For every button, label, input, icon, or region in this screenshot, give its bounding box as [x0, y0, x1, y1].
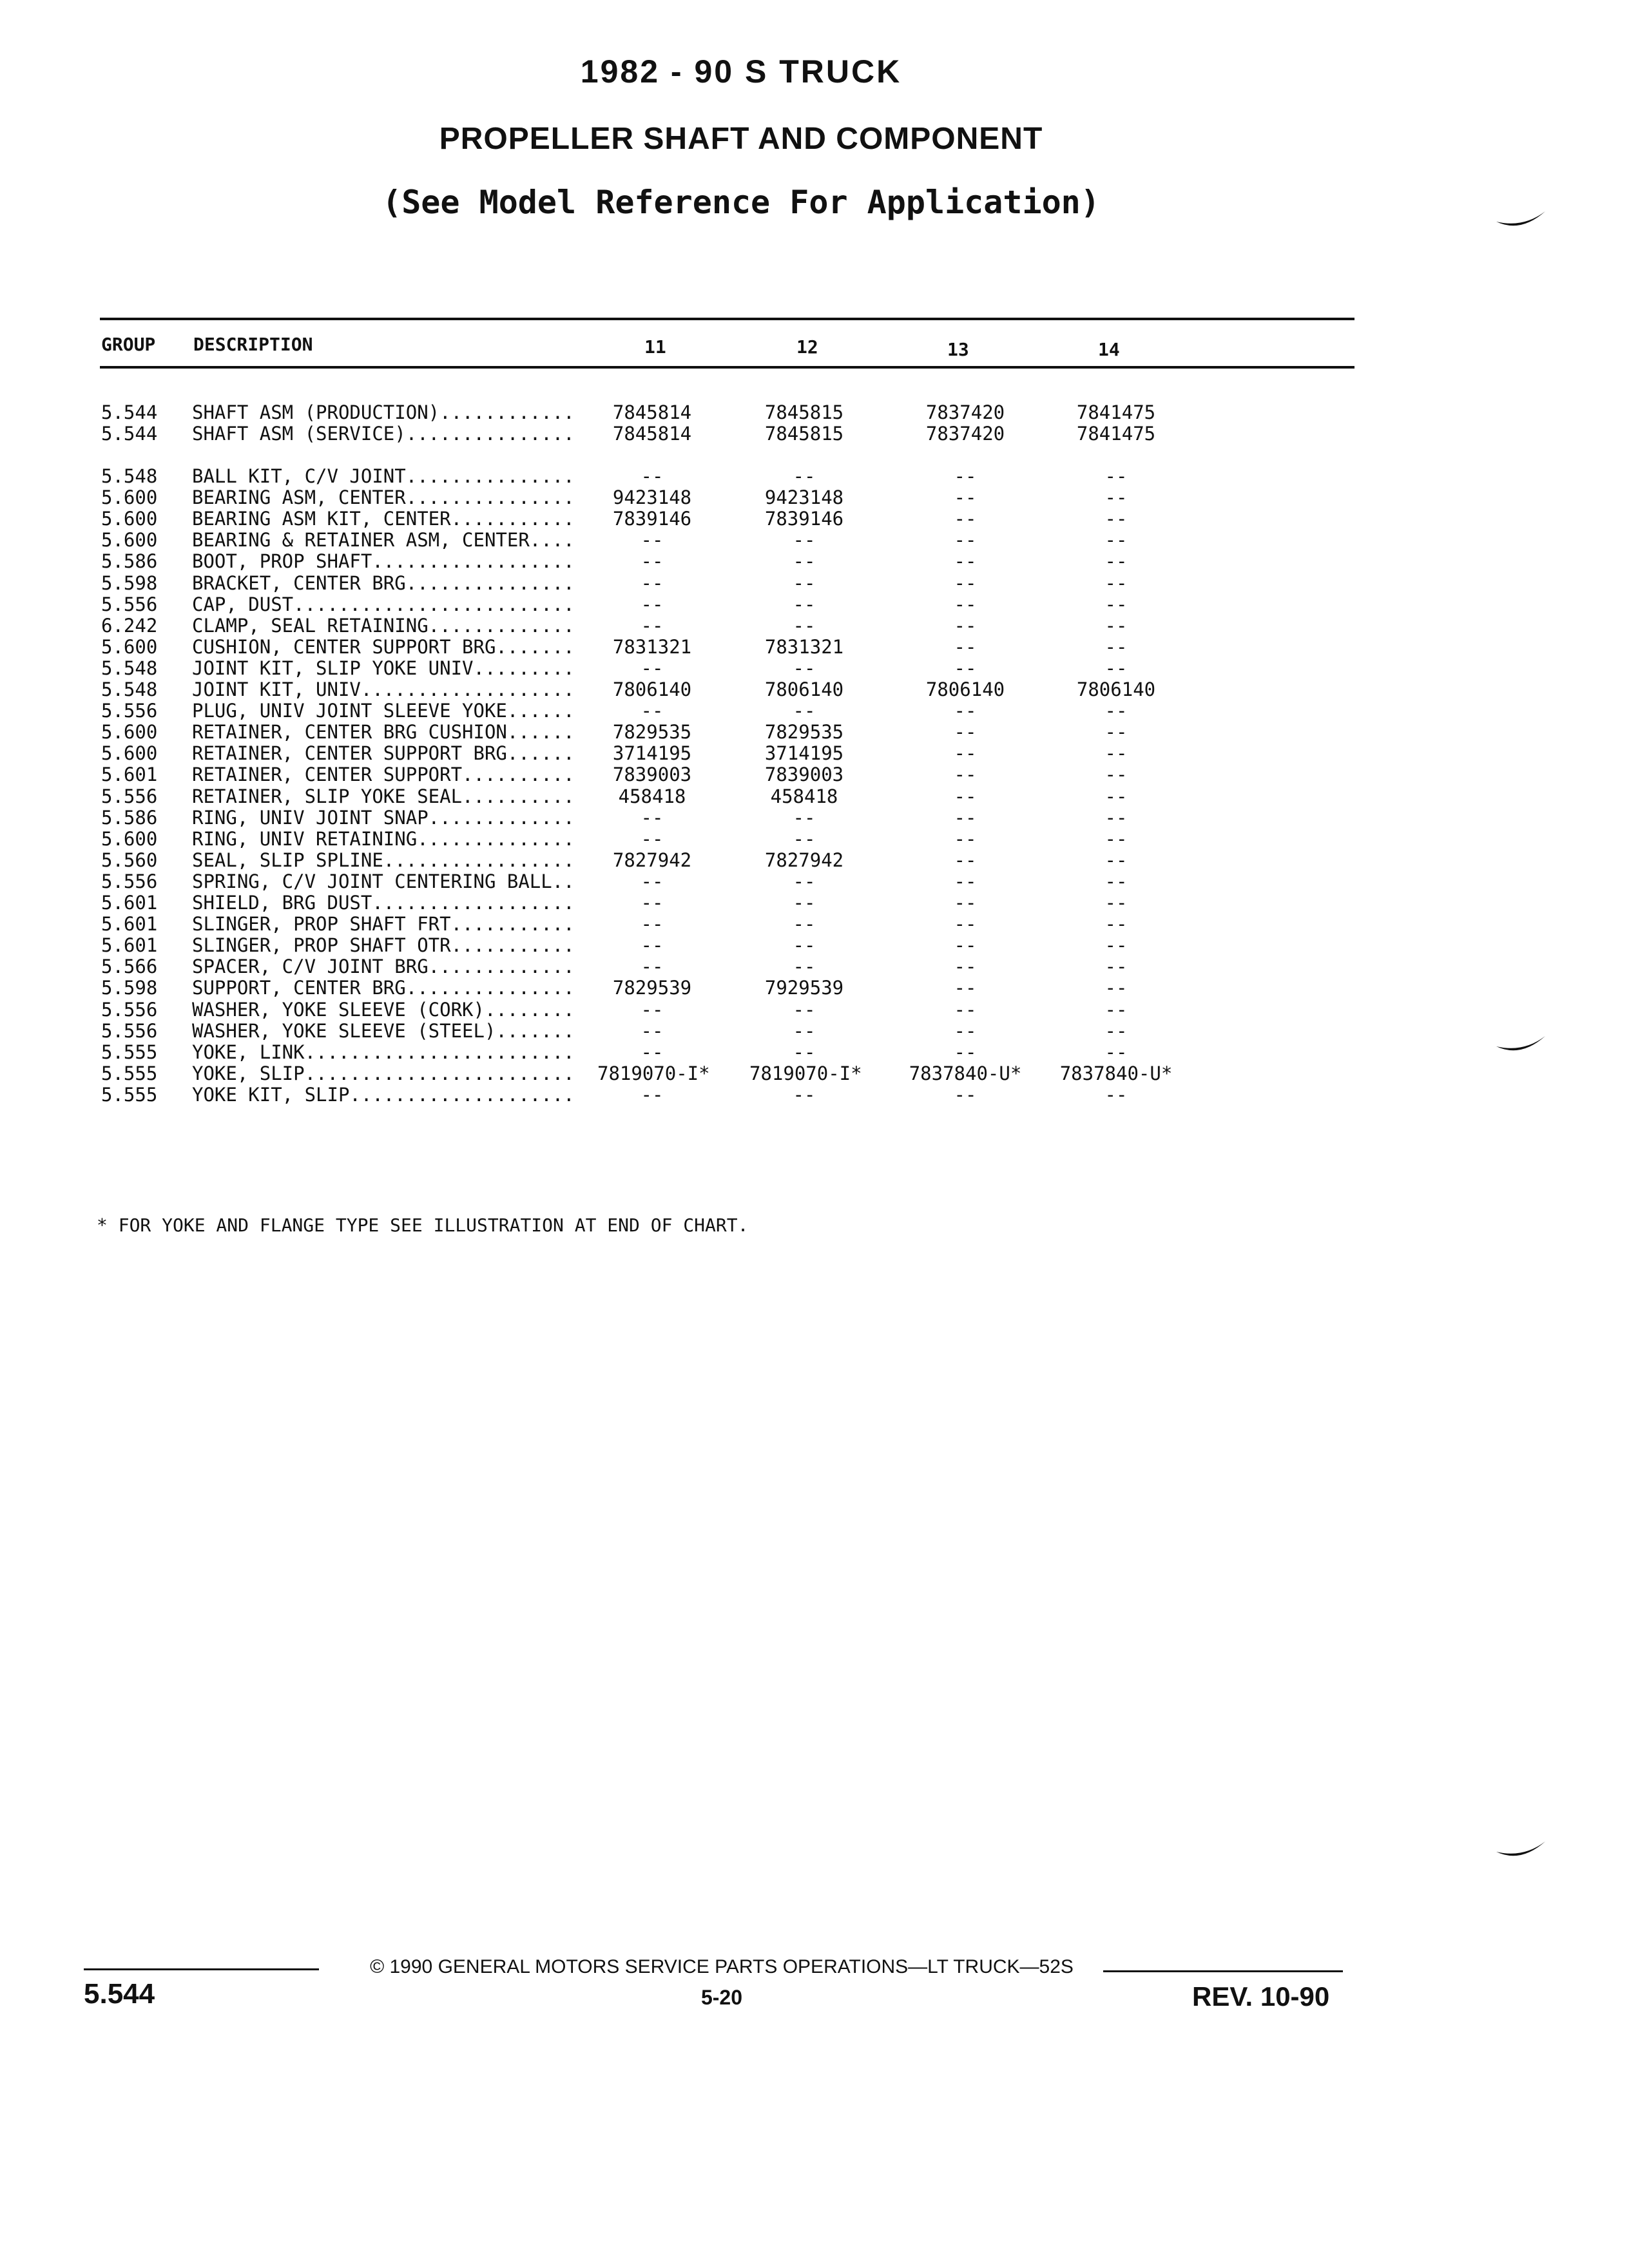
description-cell: YOKE, SLIP........................: [192, 1062, 575, 1084]
col-12-cell: --: [793, 1020, 816, 1042]
col-14-cell: 7841475: [1076, 401, 1156, 423]
table-row: [0, 486, 1629, 508]
group-cell: 5.556: [101, 870, 158, 892]
col-13-cell: --: [954, 657, 977, 679]
col-12-cell: --: [793, 615, 816, 637]
col-12-cell: 3714195: [764, 742, 844, 764]
col-12-cell: 9423148: [764, 486, 844, 508]
col-13-cell: --: [954, 1041, 977, 1063]
col-14-cell: --: [1104, 870, 1128, 892]
col-12-cell: --: [793, 700, 816, 722]
table-row: [0, 870, 1629, 892]
col-13-cell: --: [954, 636, 977, 658]
table-row: [0, 977, 1629, 999]
footnote: * FOR YOKE AND FLANGE TYPE SEE ILLUSTRATION AT END OF CHART.: [97, 1215, 749, 1236]
description-cell: SUPPORT, CENTER BRG...............: [192, 977, 575, 999]
col-12-cell: --: [793, 529, 816, 551]
col-14-cell: --: [1104, 807, 1128, 829]
description-cell: RETAINER, CENTER SUPPORT..........: [192, 764, 575, 785]
col-11-cell: 3714195: [612, 742, 692, 764]
col-13-cell: --: [954, 1020, 977, 1042]
col-11-cell: 7839003: [612, 764, 692, 785]
group-cell: 5.556: [101, 785, 158, 807]
col-12-cell: 7819070-I*: [749, 1062, 862, 1084]
col-11-cell: 7827942: [612, 849, 692, 871]
col-12-cell: 7839146: [764, 508, 844, 530]
header-description: DESCRIPTION: [193, 334, 313, 355]
col-13-cell: 7837420: [925, 423, 1005, 445]
table-row: [0, 529, 1629, 551]
table-row: [0, 1020, 1629, 1042]
col-14-cell: --: [1104, 721, 1128, 743]
col-12-cell: 7845815: [764, 423, 844, 445]
col-14-cell: --: [1104, 764, 1128, 785]
table-row: [0, 1062, 1629, 1084]
description-cell: SEAL, SLIP SPLINE.................: [192, 849, 575, 871]
col-14-cell: --: [1104, 636, 1128, 658]
group-cell: 5.600: [101, 828, 158, 850]
col-11-cell: --: [641, 529, 664, 551]
col-11-cell: 7829539: [612, 977, 692, 999]
col-13-cell: --: [954, 892, 977, 914]
col-12-cell: 7929539: [764, 977, 844, 999]
col-12-cell: --: [793, 913, 816, 935]
description-cell: PLUG, UNIV JOINT SLEEVE YOKE......: [192, 700, 575, 722]
group-cell: 5.586: [101, 807, 158, 829]
col-14-cell: --: [1104, 615, 1128, 637]
col-13-cell: --: [954, 999, 977, 1021]
col-12-cell: --: [793, 465, 816, 487]
col-14-cell: --: [1104, 1084, 1128, 1106]
model-reference-note: (See Model Reference For Application): [382, 184, 1100, 221]
description-cell: RETAINER, SLIP YOKE SEAL..........: [192, 785, 575, 807]
col-12-cell: --: [793, 892, 816, 914]
col-14-cell: --: [1104, 1041, 1128, 1063]
description-cell: CLAMP, SEAL RETAINING.............: [192, 615, 575, 637]
description-cell: SPACER, C/V JOINT BRG.............: [192, 956, 575, 977]
table-row: [0, 849, 1629, 871]
col-14-cell: 7806140: [1076, 678, 1156, 700]
col-11-cell: --: [641, 615, 664, 637]
col-11-cell: --: [641, 934, 664, 956]
col-14-cell: --: [1104, 999, 1128, 1021]
col-11-cell: 7845814: [612, 423, 692, 445]
col-11-cell: 7806140: [612, 678, 692, 700]
description-cell: BRACKET, CENTER BRG...............: [192, 572, 575, 594]
col-12-cell: 7829535: [764, 721, 844, 743]
col-12-cell: 7827942: [764, 849, 844, 871]
table-row: [0, 508, 1629, 530]
col-13-cell: --: [954, 700, 977, 722]
group-cell: 5.600: [101, 721, 158, 743]
col-12-cell: --: [793, 870, 816, 892]
description-cell: BEARING ASM, CENTER...............: [192, 486, 575, 508]
description-cell: RING, UNIV JOINT SNAP.............: [192, 807, 575, 829]
table-row: [0, 1084, 1629, 1106]
group-cell: 5.601: [101, 913, 158, 935]
col-12-cell: --: [793, 657, 816, 679]
table-row: [0, 657, 1629, 679]
col-14-cell: --: [1104, 956, 1128, 977]
group-cell: 5.601: [101, 934, 158, 956]
group-cell: 5.566: [101, 956, 158, 977]
table-row: [0, 807, 1629, 829]
col-13-cell: --: [954, 785, 977, 807]
group-cell: 5.544: [101, 423, 158, 445]
col-11-cell: --: [641, 1041, 664, 1063]
page-number: 5-20: [700, 1986, 743, 2009]
binder-mark-icon: [1495, 1031, 1547, 1063]
table-row: [0, 550, 1629, 572]
description-cell: JOINT KIT, UNIV...................: [192, 678, 575, 700]
col-11-cell: --: [641, 870, 664, 892]
description-cell: BOOT, PROP SHAFT..................: [192, 550, 575, 572]
table-row: [0, 934, 1629, 956]
group-cell: 5.600: [101, 636, 158, 658]
col-11-cell: --: [641, 1084, 664, 1106]
col-14-cell: --: [1104, 934, 1128, 956]
col-13-cell: 7837420: [925, 401, 1005, 423]
col-14-cell: 7841475: [1076, 423, 1156, 445]
col-13-cell: --: [954, 486, 977, 508]
col-13-cell: 7806140: [925, 678, 1005, 700]
col-13-cell: --: [954, 807, 977, 829]
group-cell: 5.598: [101, 977, 158, 999]
col-12-cell: 7806140: [764, 678, 844, 700]
col-13-cell: --: [954, 721, 977, 743]
header-col-13: 13: [947, 339, 969, 360]
page-subtitle: PROPELLER SHAFT AND COMPONENT: [439, 122, 1043, 156]
section-number: 5.544: [84, 1978, 155, 2010]
col-11-cell: --: [641, 1020, 664, 1042]
col-13-cell: 7837840-U*: [909, 1062, 1022, 1084]
col-13-cell: --: [954, 572, 977, 594]
copyright-line: © 1990 GENERAL MOTORS SERVICE PARTS OPERATIONS—LT TRUCK—52S: [370, 1956, 1074, 1977]
col-13-cell: --: [954, 977, 977, 999]
group-cell: 5.548: [101, 678, 158, 700]
description-cell: WASHER, YOKE SLEEVE (STEEL).......: [192, 1020, 575, 1042]
group-cell: 5.556: [101, 593, 158, 615]
header-group: GROUP: [101, 334, 156, 355]
description-cell: BALL KIT, C/V JOINT...............: [192, 465, 575, 487]
col-13-cell: --: [954, 508, 977, 530]
col-12-cell: 7839003: [764, 764, 844, 785]
group-cell: 6.242: [101, 615, 158, 637]
table-row: [0, 913, 1629, 935]
group-cell: 5.556: [101, 700, 158, 722]
col-14-cell: --: [1104, 657, 1128, 679]
col-13-cell: --: [954, 593, 977, 615]
revision-date: REV. 10-90: [1192, 1981, 1330, 2012]
col-11-cell: --: [641, 550, 664, 572]
col-14-cell: --: [1104, 1020, 1128, 1042]
header-col-12: 12: [796, 336, 818, 358]
page-title: 1982 - 90 S TRUCK: [580, 53, 902, 90]
col-13-cell: --: [954, 764, 977, 785]
group-cell: 5.555: [101, 1041, 158, 1063]
col-12-cell: --: [793, 1041, 816, 1063]
col-13-cell: --: [954, 550, 977, 572]
col-14-cell: --: [1104, 700, 1128, 722]
table-row: [0, 892, 1629, 914]
group-cell: 5.601: [101, 764, 158, 785]
group-cell: 5.555: [101, 1062, 158, 1084]
col-11-cell: --: [641, 657, 664, 679]
table-row: [0, 785, 1629, 807]
col-11-cell: --: [641, 465, 664, 487]
col-11-cell: --: [641, 700, 664, 722]
description-cell: SHAFT ASM (SERVICE)...............: [192, 423, 575, 445]
col-11-cell: --: [641, 913, 664, 935]
col-11-cell: 458418: [618, 785, 686, 807]
table-top-rule: [100, 318, 1354, 320]
col-12-cell: --: [793, 999, 816, 1021]
col-12-cell: --: [793, 807, 816, 829]
table-row: [0, 593, 1629, 615]
table-row: [0, 700, 1629, 722]
group-cell: 5.544: [101, 401, 158, 423]
col-14-cell: --: [1104, 486, 1128, 508]
table-row: [0, 999, 1629, 1021]
table-row: [0, 742, 1629, 764]
col-11-cell: 9423148: [612, 486, 692, 508]
col-14-cell: --: [1104, 785, 1128, 807]
group-cell: 5.560: [101, 849, 158, 871]
col-13-cell: --: [954, 849, 977, 871]
col-13-cell: --: [954, 465, 977, 487]
group-cell: 5.600: [101, 529, 158, 551]
description-cell: CUSHION, CENTER SUPPORT BRG.......: [192, 636, 575, 658]
group-cell: 5.548: [101, 657, 158, 679]
table-row: [0, 1041, 1629, 1063]
group-cell: 5.548: [101, 465, 158, 487]
col-11-cell: --: [641, 999, 664, 1021]
col-12-cell: 7831321: [764, 636, 844, 658]
description-cell: RETAINER, CENTER BRG CUSHION......: [192, 721, 575, 743]
table-row: [0, 678, 1629, 700]
col-14-cell: --: [1104, 550, 1128, 572]
description-cell: BEARING & RETAINER ASM, CENTER....: [192, 529, 575, 551]
group-cell: 5.601: [101, 892, 158, 914]
footer-left-rule: [84, 1968, 319, 1970]
description-cell: SPRING, C/V JOINT CENTERING BALL..: [192, 870, 575, 892]
col-12-cell: --: [793, 956, 816, 977]
col-14-cell: 7837840-U*: [1059, 1062, 1173, 1084]
col-11-cell: --: [641, 828, 664, 850]
table-row: [0, 465, 1629, 487]
group-cell: 5.555: [101, 1084, 158, 1106]
group-cell: 5.556: [101, 1020, 158, 1042]
col-13-cell: --: [954, 742, 977, 764]
col-14-cell: --: [1104, 977, 1128, 999]
col-11-cell: --: [641, 572, 664, 594]
group-cell: 5.556: [101, 999, 158, 1021]
col-12-cell: --: [793, 593, 816, 615]
col-11-cell: --: [641, 892, 664, 914]
group-cell: 5.598: [101, 572, 158, 594]
table-row: [0, 572, 1629, 594]
binder-mark-icon: [1495, 1836, 1547, 1869]
col-14-cell: --: [1104, 465, 1128, 487]
col-14-cell: --: [1104, 508, 1128, 530]
col-14-cell: --: [1104, 849, 1128, 871]
description-cell: YOKE KIT, SLIP....................: [192, 1084, 575, 1106]
col-13-cell: --: [954, 870, 977, 892]
col-12-cell: --: [793, 550, 816, 572]
table-row: [0, 636, 1629, 658]
table-row: [0, 956, 1629, 977]
col-13-cell: --: [954, 956, 977, 977]
description-cell: YOKE, LINK........................: [192, 1041, 575, 1063]
description-cell: WASHER, YOKE SLEEVE (CORK)........: [192, 999, 575, 1021]
header-col-11: 11: [644, 336, 666, 358]
col-11-cell: 7839146: [612, 508, 692, 530]
group-cell: 5.600: [101, 486, 158, 508]
description-cell: SLINGER, PROP SHAFT FRT...........: [192, 913, 575, 935]
table-row: [0, 423, 1629, 445]
col-13-cell: --: [954, 529, 977, 551]
table-row: [0, 721, 1629, 743]
col-14-cell: --: [1104, 913, 1128, 935]
col-13-cell: --: [954, 615, 977, 637]
col-11-cell: --: [641, 593, 664, 615]
group-cell: 5.600: [101, 742, 158, 764]
col-14-cell: --: [1104, 572, 1128, 594]
col-11-cell: 7819070-I*: [597, 1062, 710, 1084]
footer-right-rule: [1103, 1970, 1343, 1972]
col-11-cell: 7845814: [612, 401, 692, 423]
col-13-cell: --: [954, 934, 977, 956]
col-13-cell: --: [954, 828, 977, 850]
col-14-cell: --: [1104, 593, 1128, 615]
description-cell: SHAFT ASM (PRODUCTION)............: [192, 401, 575, 423]
description-cell: SLINGER, PROP SHAFT OTR...........: [192, 934, 575, 956]
description-cell: SHIELD, BRG DUST..................: [192, 892, 575, 914]
col-14-cell: --: [1104, 742, 1128, 764]
description-cell: RING, UNIV RETAINING..............: [192, 828, 575, 850]
description-cell: CAP, DUST.........................: [192, 593, 575, 615]
col-11-cell: --: [641, 807, 664, 829]
table-row: [0, 401, 1629, 423]
col-11-cell: 7829535: [612, 721, 692, 743]
col-14-cell: --: [1104, 892, 1128, 914]
col-12-cell: --: [793, 828, 816, 850]
col-12-cell: --: [793, 1084, 816, 1106]
col-14-cell: --: [1104, 529, 1128, 551]
col-11-cell: --: [641, 956, 664, 977]
description-cell: JOINT KIT, SLIP YOKE UNIV.........: [192, 657, 575, 679]
col-12-cell: 7845815: [764, 401, 844, 423]
table-row: [0, 764, 1629, 785]
table-row: [0, 615, 1629, 637]
description-cell: RETAINER, CENTER SUPPORT BRG......: [192, 742, 575, 764]
col-12-cell: --: [793, 572, 816, 594]
group-cell: 5.600: [101, 508, 158, 530]
group-cell: 5.586: [101, 550, 158, 572]
col-13-cell: --: [954, 913, 977, 935]
binder-mark-icon: [1495, 206, 1547, 238]
table-header-rule: [100, 366, 1354, 369]
table-row: [0, 828, 1629, 850]
col-12-cell: --: [793, 934, 816, 956]
col-14-cell: --: [1104, 828, 1128, 850]
description-cell: BEARING ASM KIT, CENTER...........: [192, 508, 575, 530]
col-11-cell: 7831321: [612, 636, 692, 658]
header-col-14: 14: [1098, 339, 1120, 360]
col-13-cell: --: [954, 1084, 977, 1106]
col-12-cell: 458418: [770, 785, 838, 807]
